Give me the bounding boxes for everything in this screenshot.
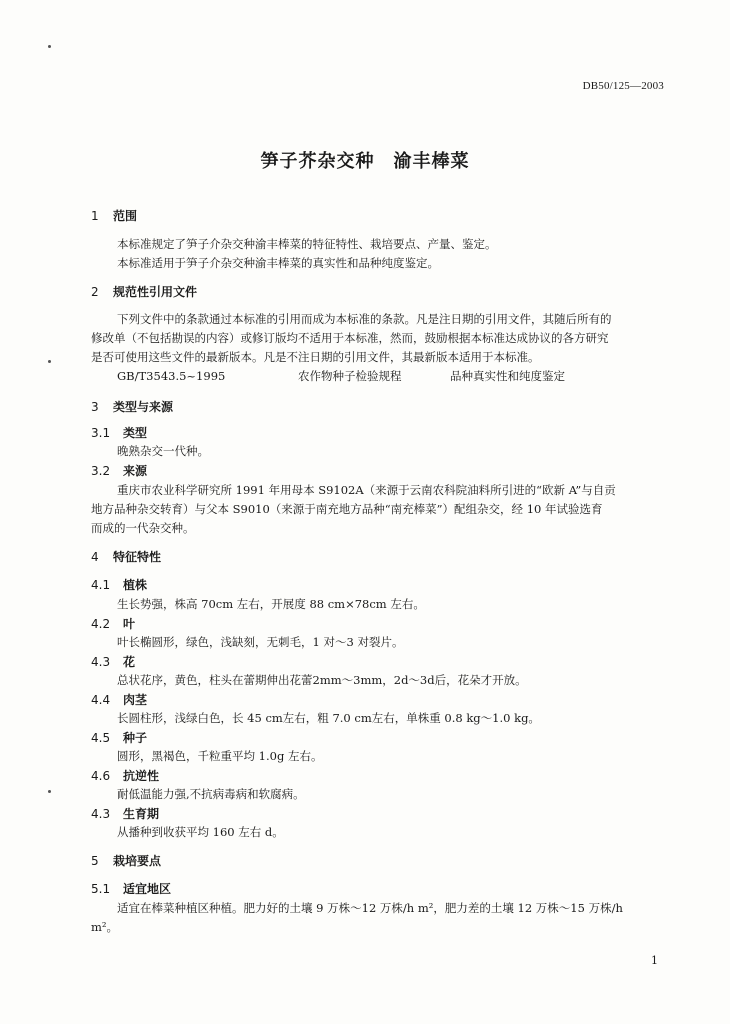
subsection-heading: 4.3 生育期	[91, 807, 160, 821]
paragraph: 生长势强，株高 70cm 左右，开展度 88 cm×78cm 左右。	[117, 597, 425, 611]
section-heading: 5 栽培要点	[91, 854, 162, 868]
subsection-heading: 4.3 花	[91, 655, 136, 669]
subsection-heading: 4.6 抗逆性	[91, 769, 160, 783]
reference-subtitle: 品种真实性和纯度鉴定	[450, 369, 565, 383]
standard-number: DB50/125—2003	[582, 80, 664, 92]
section-heading: 4 特征特性	[91, 550, 162, 564]
paragraph: 总状花序，黄色，柱头在蕾期伸出花蕾2mm～3mm，2d～3d后，花朵才开放。	[117, 673, 527, 687]
subsection-heading: 5.1 适宜地区	[91, 882, 172, 896]
subsection-heading: 4.5 种子	[91, 731, 148, 745]
reference-title: 农作物种子检验规程	[298, 369, 402, 383]
paragraph: 下列文件中的条款通过本标准的引用而成为本标准的条款。凡是注日期的引用文件，其随后所有的	[117, 312, 612, 326]
subsection-heading: 4.1 植株	[91, 578, 148, 592]
paragraph: 重庆市农业科学研究所 1991 年用母本 S9102A（来源于云南农科院油料所引进的“欧新 A”与自贡	[117, 483, 616, 497]
page-title: 笋子芥杂交种 渝丰棒菜	[260, 151, 470, 172]
page-number: 1	[651, 954, 658, 967]
paragraph: 而成的一代杂交种。	[91, 521, 195, 535]
subsection-heading: 3.1 类型	[91, 426, 148, 440]
scan-mark	[48, 360, 51, 363]
subsection-heading: 4.4 肉茎	[91, 693, 148, 707]
paragraph: 本标准规定了笋子介杂交种渝丰棒菜的特征特性、栽培要点、产量、鉴定。	[117, 237, 497, 251]
paragraph: 是否可使用这些文件的最新版本。凡是不注日期的引用文件，其最新版本适用于本标准。	[91, 350, 540, 364]
reference-code: GB/T3543.5~1995	[117, 369, 226, 383]
paragraph: 从播种到收获平均 160 左右 d。	[117, 825, 284, 839]
paragraph: 地方品种杂交转育）与父本 S9010（来源于南充地方品种“南充棒菜”）配组杂交，经 10 年试验选育	[91, 502, 603, 516]
section-heading: 3 类型与来源	[91, 400, 174, 414]
reference-entry	[117, 368, 565, 384]
paragraph: 耐低温能力强,不抗病毒病和软腐病。	[117, 787, 305, 801]
paragraph: 本标准适用于笋子介杂交种渝丰棒菜的真实性和品种纯度鉴定。	[117, 256, 439, 270]
paragraph: m²。	[91, 920, 119, 934]
scan-mark	[48, 790, 51, 793]
paragraph: 圆形，黑褐色，千粒重平均 1.0g 左右。	[117, 749, 323, 763]
subsection-heading: 4.2 叶	[91, 617, 136, 631]
paragraph: 长圆柱形，浅绿白色，长 45 cm左右，粗 7.0 cm左右，单株重 0.8 kg～1.0 kg。	[117, 711, 540, 725]
section-heading: 1 范围	[91, 209, 138, 223]
section-heading: 2 规范性引用文件	[91, 285, 198, 299]
subsection-heading: 3.2 来源	[91, 464, 148, 478]
scan-mark	[48, 45, 51, 48]
paragraph: 适宜在棒菜种植区种植。肥力好的土壤 9 万株～12 万株/h m²，肥力差的土壤 12 万株～15 万株/h	[117, 901, 623, 915]
paragraph: 叶长椭圆形，绿色，浅缺刻，无刺毛，1 对～3 对裂片。	[117, 635, 404, 649]
paragraph: 晚熟杂交一代种。	[117, 444, 209, 458]
paragraph: 修改单（不包括勘误的内容）或修订版均不适用于本标准，然而，鼓励根据本标准达成协议的各方研究	[91, 331, 609, 345]
